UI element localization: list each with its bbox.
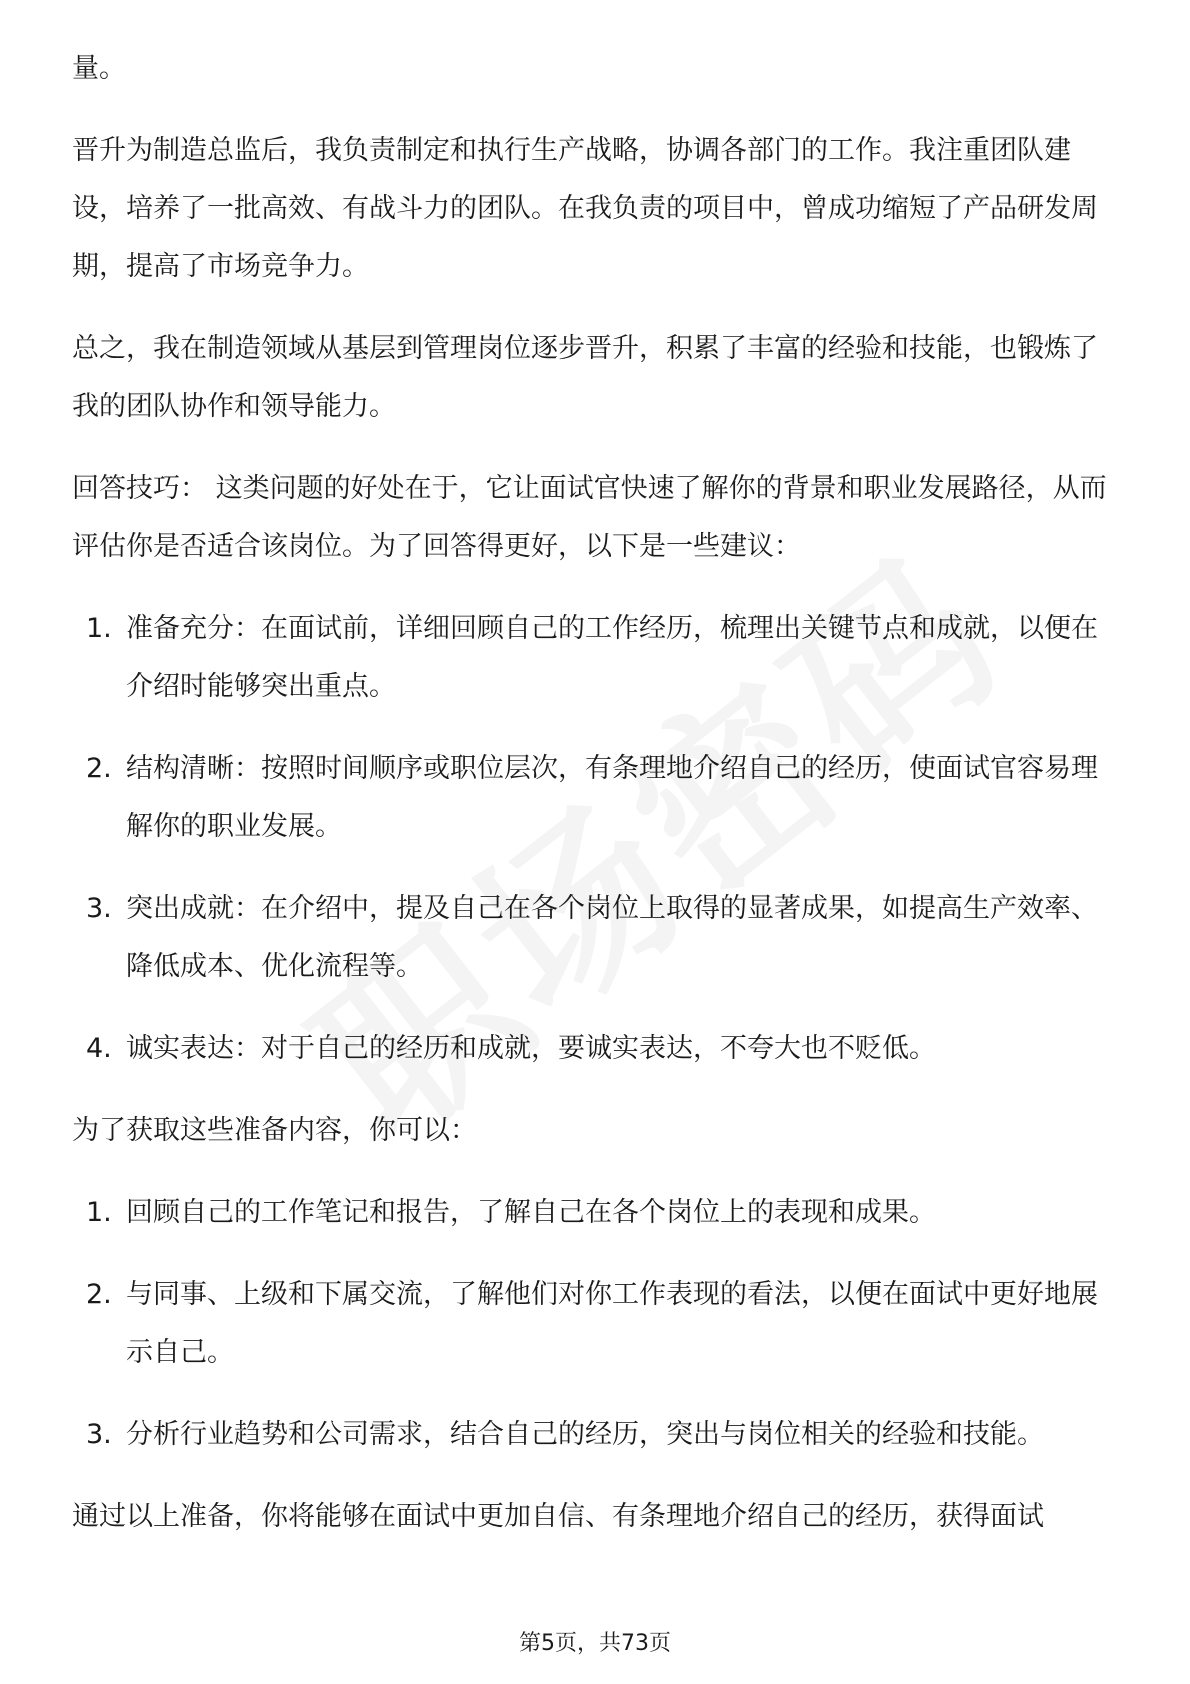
paragraph: 总之，我在制造领域从基层到管理岗位逐步晋升，积累了丰富的经验和技能，也锻炼了我的团队协作和领导能力。	[72, 333, 1098, 422]
list-item-text: 结构清晰：按照时间顺序或职位层次，有条理地介绍自己的经历，使面试官容易理解你的职业发展。	[126, 753, 1098, 842]
list-item-text: 诚实表达：对于自己的经历和成就，要诚实表达，不夸大也不贬低。	[126, 1033, 936, 1064]
paragraph: 量。	[72, 53, 126, 84]
list-item	[72, 600, 1122, 716]
prep-list	[72, 1184, 1122, 1464]
list-item	[72, 1266, 1122, 1382]
list-item	[72, 1184, 1122, 1242]
list-item-text: 回顾自己的工作笔记和报告，了解自己在各个岗位上的表现和成果。	[126, 1197, 936, 1228]
list-number: 3.	[86, 1419, 112, 1450]
paragraph: 通过以上准备，你将能够在面试中更加自信、有条理地介绍自己的经历，获得面试	[72, 1501, 1044, 1532]
paragraph-answer-tips: 回答技巧： 这类问题的好处在于，它让面试官快速了解你的背景和职业发展路径，从而评估你是否适合该岗位。为了回答得更好，以下是一些建议：	[72, 473, 1107, 562]
list-number: 2.	[86, 753, 112, 784]
list-number: 1.	[86, 1197, 112, 1228]
list-number: 1.	[86, 613, 112, 644]
tips-list	[72, 600, 1122, 1078]
paragraph: 为了获取这些准备内容，你可以：	[72, 1115, 477, 1146]
list-item-text: 突出成就：在介绍中，提及自己在各个岗位上取得的显著成果，如提高生产效率、降低成本、优化流程等。	[126, 893, 1098, 982]
list-item	[72, 880, 1122, 996]
list-item	[72, 1020, 1122, 1078]
list-item	[72, 1406, 1122, 1464]
list-item-text: 与同事、上级和下属交流，了解他们对你工作表现的看法，以便在面试中更好地展示自己。	[126, 1279, 1098, 1368]
page-number: 第5页，共73页	[519, 1631, 671, 1656]
list-item-text: 准备充分：在面试前，详细回顾自己的工作经历，梳理出关键节点和成就，以便在介绍时能够突出重点。	[126, 613, 1098, 702]
list-number: 2.	[86, 1279, 112, 1310]
list-number: 4.	[86, 1033, 112, 1064]
paragraph: 晋升为制造总监后，我负责制定和执行生产战略，协调各部门的工作。我注重团队建设，培养了一批高效、有战斗力的团队。在我负责的项目中，曾成功缩短了产品研发周期，提高了市场竞争力。	[72, 135, 1098, 282]
list-number: 3.	[86, 893, 112, 924]
document-body	[72, 40, 1122, 1570]
list-item-text: 分析行业趋势和公司需求，结合自己的经历，突出与岗位相关的经验和技能。	[126, 1419, 1044, 1450]
list-item	[72, 740, 1122, 856]
